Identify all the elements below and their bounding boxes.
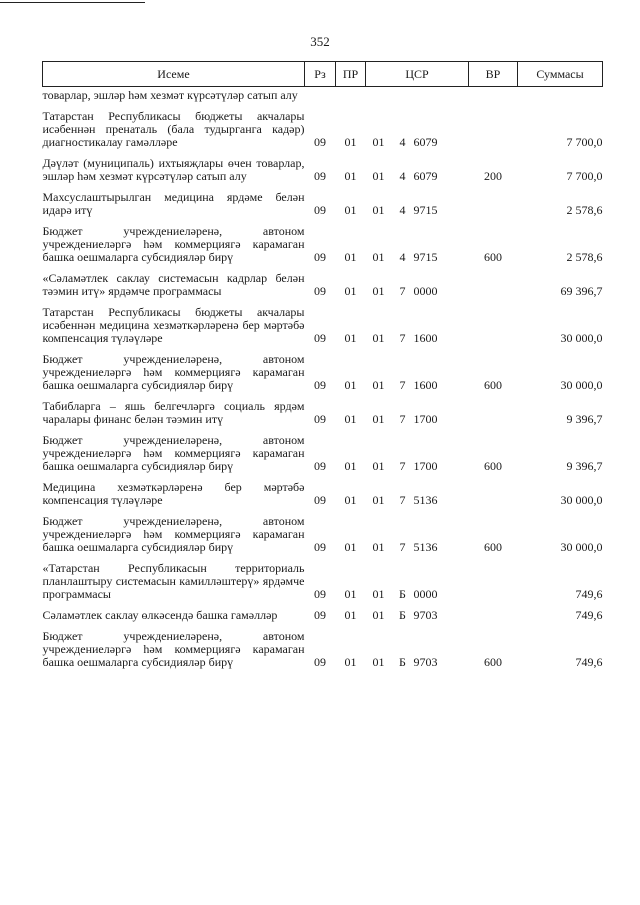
budget-table xyxy=(42,61,603,669)
cell-csr1: 01 xyxy=(372,540,385,554)
table-body xyxy=(43,87,603,670)
table-row xyxy=(43,426,603,473)
table-row xyxy=(43,345,603,392)
cell-pr xyxy=(336,87,366,103)
cell-csr3: 9715 xyxy=(413,250,438,264)
cell-vr: 600 xyxy=(484,250,503,264)
cell-name: Сәламәтлек саклау өлкәсендә башка гамәлләр xyxy=(42,608,278,622)
cell-name: Татарстан Республикасы бюджеты акчалары исәбеннән пренаталь (бала тудырганга кадәр) диагностикалау гамәлләре xyxy=(42,109,305,149)
cell-pr: 01 xyxy=(344,135,357,149)
cell-csr2: 4 xyxy=(399,203,406,217)
cell-rz: 09 xyxy=(314,655,326,669)
cell-csr3: 6079 xyxy=(413,169,438,183)
cell-sum: 30 000,0 xyxy=(560,378,603,392)
cell-csr1 xyxy=(366,87,392,103)
cell-vr xyxy=(469,554,518,601)
cell-name: Махсуслаштырылган медицина ярдәме белән идарә итү xyxy=(42,190,305,217)
cell-pr: 01 xyxy=(344,493,357,507)
table-row xyxy=(43,298,603,345)
cell-rz: 09 xyxy=(314,169,326,183)
cell-csr1: 01 xyxy=(372,169,385,183)
cell-csr2: 7 xyxy=(399,493,406,507)
cell-pr: 01 xyxy=(344,203,357,217)
cell-csr1: 01 xyxy=(372,459,385,473)
cell-sum: 749,6 xyxy=(575,655,603,669)
cell-rz: 09 xyxy=(314,412,326,426)
table-row xyxy=(43,87,603,103)
cell-vr xyxy=(469,87,518,103)
table-row xyxy=(43,102,603,149)
cell-pr: 01 xyxy=(344,655,357,669)
cell-csr1: 01 xyxy=(372,203,385,217)
cell-sum: 9 396,7 xyxy=(566,459,603,473)
cell-rz: 09 xyxy=(314,378,326,392)
cell-pr: 01 xyxy=(344,540,357,554)
cell-pr: 01 xyxy=(344,284,357,298)
table-row xyxy=(43,554,603,601)
cell-csr3: 1600 xyxy=(413,331,438,345)
cell-rz: 09 xyxy=(314,608,326,622)
table-row xyxy=(43,217,603,264)
cell-name: товарлар, эшләр һәм хезмәт күрсәтүләр сатып алу xyxy=(42,88,298,102)
cell-csr1: 01 xyxy=(372,493,385,507)
cell-rz: 09 xyxy=(314,587,326,601)
table-header xyxy=(43,62,603,87)
cell-csr3: 0000 xyxy=(413,284,438,298)
cell-vr xyxy=(469,601,518,622)
table-row xyxy=(43,601,603,622)
cell-csr3: 9703 xyxy=(413,655,438,669)
cell-rz: 09 xyxy=(314,203,326,217)
cell-rz: 09 xyxy=(314,459,326,473)
cell-csr1: 01 xyxy=(372,587,385,601)
cell-csr2: Б xyxy=(399,608,406,622)
cell-pr: 01 xyxy=(344,587,357,601)
cell-pr: 01 xyxy=(344,331,357,345)
header-vr: ВР xyxy=(469,62,518,87)
cell-csr2: 7 xyxy=(399,412,406,426)
cell-pr: 01 xyxy=(344,608,357,622)
cell-rz: 09 xyxy=(314,284,326,298)
cell-pr: 01 xyxy=(344,412,357,426)
table-row xyxy=(43,149,603,183)
cell-name: Дәүләт (муниципаль) ихтыяҗлары өчен товарлар, эшләр һәм хезмәт күрсәтүләр сатып алу xyxy=(42,156,305,183)
cell-sum: 30 000,0 xyxy=(560,493,603,507)
cell-sum: 30 000,0 xyxy=(560,331,603,345)
cell-csr2: 7 xyxy=(399,284,406,298)
cell-name: Бюджет учреждениеләренә, автоном учреждениеләргә һәм коммерциягә карамаган башка оешмаларга субсидияләр бирү xyxy=(42,433,305,473)
cell-pr: 01 xyxy=(344,250,357,264)
cell-vr: 600 xyxy=(484,459,503,473)
cell-name: Бюджет учреждениеләренә, автоном учреждениеләргә һәм коммерциягә карамаган башка оешмаларга субсидияләр бирү xyxy=(42,352,305,392)
cell-csr3: 1700 xyxy=(413,412,438,426)
cell-sum: 749,6 xyxy=(575,608,603,622)
cell-sum: 2 578,6 xyxy=(566,250,603,264)
cell-vr: 600 xyxy=(484,540,503,554)
cell-vr: 600 xyxy=(484,378,503,392)
cell-sum: 749,6 xyxy=(575,587,603,601)
cell-csr2: 7 xyxy=(399,540,406,554)
cell-csr2 xyxy=(392,87,414,103)
table-row xyxy=(43,264,603,298)
cell-name: Бюджет учреждениеләренә, автоном учреждениеләргә һәм коммерциягә карамаган башка оешмаларга субсидияләр бирү xyxy=(42,514,305,554)
header-pr: ПР xyxy=(336,62,366,87)
cell-sum: 9 396,7 xyxy=(566,412,603,426)
cell-pr: 01 xyxy=(344,378,357,392)
cell-rz xyxy=(305,87,336,103)
cell-name: Татарстан Республикасы бюджеты акчалары исәбеннән медицина хезмәткәрләренә бер мәртәбә компенсация түләүләре xyxy=(42,305,305,345)
header-name: Исеме xyxy=(43,62,305,87)
cell-csr3: 0000 xyxy=(413,587,438,601)
cell-rz: 09 xyxy=(314,135,326,149)
cell-sum: 7 700,0 xyxy=(566,169,603,183)
cell-csr3: 5136 xyxy=(413,540,438,554)
table-row xyxy=(43,622,603,669)
cell-pr: 01 xyxy=(344,459,357,473)
cell-csr2: 4 xyxy=(399,135,406,149)
cell-csr2: 7 xyxy=(399,331,406,345)
top-rule xyxy=(0,2,145,3)
table-row xyxy=(43,183,603,217)
cell-csr1: 01 xyxy=(372,250,385,264)
cell-csr2: Б xyxy=(399,655,406,669)
page-number: 352 xyxy=(310,34,330,49)
cell-csr2: 4 xyxy=(399,169,406,183)
cell-vr: 600 xyxy=(484,655,503,669)
cell-rz: 09 xyxy=(314,493,326,507)
cell-rz: 09 xyxy=(314,250,326,264)
cell-vr: 200 xyxy=(484,169,503,183)
cell-csr3: 1700 xyxy=(413,459,438,473)
cell-sum: 2 578,6 xyxy=(566,203,603,217)
cell-vr xyxy=(469,473,518,507)
cell-rz: 09 xyxy=(314,331,326,345)
cell-name: Табибларга – яшь белгечләргә социаль ярдәм чаралары финанс белән тәэмин итү xyxy=(42,399,305,426)
table-row xyxy=(43,507,603,554)
cell-vr xyxy=(469,264,518,298)
cell-csr1: 01 xyxy=(372,655,385,669)
cell-sum xyxy=(518,87,603,103)
cell-sum: 7 700,0 xyxy=(566,135,603,149)
cell-name: «Сәламәтлек саклау системасын кадрлар белән тәэмин итү» ярдәмче программасы xyxy=(42,271,305,298)
header-csr: ЦСР xyxy=(366,62,469,87)
cell-name: Бюджет учреждениеләренә, автоном учреждениеләргә һәм коммерциягә карамаган башка оешмаларга субсидияләр бирү xyxy=(42,629,305,669)
cell-csr1: 01 xyxy=(372,284,385,298)
cell-csr1: 01 xyxy=(372,331,385,345)
cell-vr xyxy=(469,183,518,217)
cell-csr2: 7 xyxy=(399,459,406,473)
cell-csr3: 9703 xyxy=(413,608,438,622)
cell-csr3: 1600 xyxy=(413,378,438,392)
cell-rz: 09 xyxy=(314,540,326,554)
table-row xyxy=(43,392,603,426)
cell-csr3: 9715 xyxy=(413,203,438,217)
header-rz: Рз xyxy=(305,62,336,87)
cell-csr1: 01 xyxy=(372,412,385,426)
cell-csr2: 4 xyxy=(399,250,406,264)
cell-csr3: 5136 xyxy=(413,493,438,507)
cell-name: Бюджет учреждениеләренә, автоном учреждениеләргә һәм коммерциягә карамаган башка оешмаларга субсидияләр бирү xyxy=(42,224,305,264)
cell-csr2: Б xyxy=(399,587,406,601)
cell-vr xyxy=(469,298,518,345)
cell-csr1: 01 xyxy=(372,608,385,622)
cell-csr3: 6079 xyxy=(413,135,438,149)
cell-name: Медицина хезмәткәрләренә бер мәртәбә компенсация түләүләре xyxy=(42,480,305,507)
cell-sum: 69 396,7 xyxy=(560,284,603,298)
cell-csr1: 01 xyxy=(372,135,385,149)
cell-vr xyxy=(469,392,518,426)
cell-csr2: 7 xyxy=(399,378,406,392)
cell-pr: 01 xyxy=(344,169,357,183)
cell-sum: 30 000,0 xyxy=(560,540,603,554)
cell-csr1: 01 xyxy=(372,378,385,392)
header-sum: Суммасы xyxy=(518,62,603,87)
cell-name: «Татарстан Республикасын территориаль планлаштыру системасын камилләштерү» ярдәмче программасы xyxy=(42,561,305,601)
cell-csr3 xyxy=(414,87,469,103)
table-row xyxy=(43,473,603,507)
cell-vr xyxy=(469,102,518,149)
